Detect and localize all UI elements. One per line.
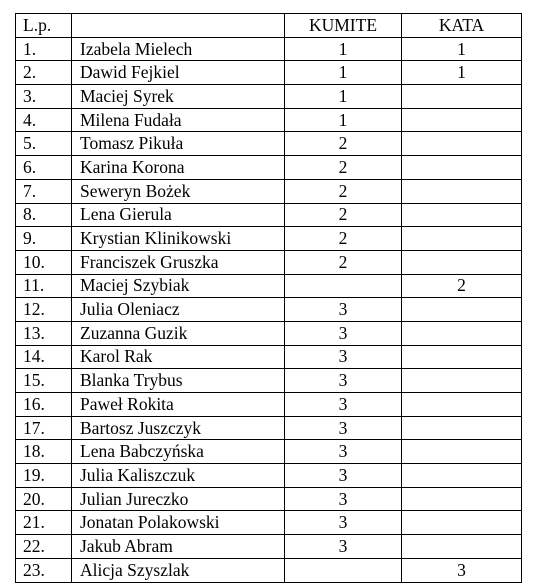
table-row xyxy=(16,440,522,464)
table-row xyxy=(16,132,522,156)
cell-kumite xyxy=(285,274,402,298)
cell-name: Jonatan Polakowski xyxy=(72,511,285,535)
cell-lp: 17. xyxy=(16,416,72,440)
table-row xyxy=(16,511,522,535)
cell-kumite: 3 xyxy=(285,464,402,488)
table-row xyxy=(16,535,522,559)
cell-kata xyxy=(402,321,522,345)
cell-name: Karina Korona xyxy=(72,156,285,180)
table-row xyxy=(16,298,522,322)
cell-name: Izabela Mielech xyxy=(72,37,285,61)
cell-name: Alicja Szyszlak xyxy=(72,558,285,582)
cell-lp: 20. xyxy=(16,487,72,511)
table-row xyxy=(16,274,522,298)
cell-name: Jakub Abram xyxy=(72,535,285,559)
cell-kata: 3 xyxy=(402,558,522,582)
header-row xyxy=(16,14,522,38)
table-row xyxy=(16,227,522,251)
cell-kumite: 2 xyxy=(285,250,402,274)
header-kumite: KUMITE xyxy=(285,14,402,38)
cell-kata: 1 xyxy=(402,37,522,61)
cell-lp: 10. xyxy=(16,250,72,274)
table-row xyxy=(16,393,522,417)
cell-kumite: 2 xyxy=(285,156,402,180)
cell-kata xyxy=(402,250,522,274)
cell-kata xyxy=(402,156,522,180)
cell-name: Maciej Szybiak xyxy=(72,274,285,298)
cell-kata xyxy=(402,535,522,559)
cell-kata xyxy=(402,298,522,322)
cell-name: Lena Gierula xyxy=(72,203,285,227)
table-row xyxy=(16,108,522,132)
cell-lp: 5. xyxy=(16,132,72,156)
cell-name: Blanka Trybus xyxy=(72,369,285,393)
cell-kumite: 2 xyxy=(285,227,402,251)
cell-kumite: 2 xyxy=(285,132,402,156)
cell-kumite: 3 xyxy=(285,416,402,440)
cell-lp: 8. xyxy=(16,203,72,227)
cell-kumite: 3 xyxy=(285,535,402,559)
cell-kata xyxy=(402,132,522,156)
cell-kumite: 3 xyxy=(285,511,402,535)
cell-kata xyxy=(402,85,522,109)
header-kata: KATA xyxy=(402,14,522,38)
table-row xyxy=(16,156,522,180)
cell-kumite: 2 xyxy=(285,179,402,203)
cell-lp: 23. xyxy=(16,558,72,582)
cell-lp: 6. xyxy=(16,156,72,180)
table-row xyxy=(16,203,522,227)
table-row xyxy=(16,487,522,511)
table-row xyxy=(16,61,522,85)
cell-kumite: 3 xyxy=(285,487,402,511)
cell-name: Seweryn Bożek xyxy=(72,179,285,203)
cell-kata xyxy=(402,440,522,464)
cell-name: Zuzanna Guzik xyxy=(72,321,285,345)
table-row xyxy=(16,345,522,369)
cell-kumite: 3 xyxy=(285,345,402,369)
cell-name: Milena Fudała xyxy=(72,108,285,132)
cell-name: Julia Kaliszczuk xyxy=(72,464,285,488)
cell-kata xyxy=(402,464,522,488)
cell-lp: 1. xyxy=(16,37,72,61)
table-row xyxy=(16,321,522,345)
cell-kumite: 3 xyxy=(285,440,402,464)
cell-name: Bartosz Juszczyk xyxy=(72,416,285,440)
cell-name: Karol Rak xyxy=(72,345,285,369)
header-lp: L.p. xyxy=(16,14,72,38)
cell-kumite: 3 xyxy=(285,321,402,345)
cell-kata xyxy=(402,345,522,369)
header-name xyxy=(72,14,285,38)
table-row xyxy=(16,37,522,61)
cell-lp: 14. xyxy=(16,345,72,369)
cell-kata xyxy=(402,416,522,440)
cell-lp: 13. xyxy=(16,321,72,345)
cell-kata xyxy=(402,108,522,132)
results-table xyxy=(15,13,522,583)
cell-kata xyxy=(402,369,522,393)
table-row xyxy=(16,558,522,582)
cell-kumite: 3 xyxy=(285,298,402,322)
cell-kumite: 1 xyxy=(285,85,402,109)
cell-lp: 7. xyxy=(16,179,72,203)
cell-kata: 2 xyxy=(402,274,522,298)
table-row xyxy=(16,369,522,393)
cell-name: Franciszek Gruszka xyxy=(72,250,285,274)
cell-kata xyxy=(402,393,522,417)
table-row xyxy=(16,416,522,440)
cell-kata xyxy=(402,227,522,251)
cell-lp: 9. xyxy=(16,227,72,251)
cell-kata xyxy=(402,203,522,227)
cell-name: Tomasz Pikuła xyxy=(72,132,285,156)
cell-kumite: 1 xyxy=(285,108,402,132)
cell-lp: 15. xyxy=(16,369,72,393)
cell-kata xyxy=(402,511,522,535)
cell-kumite: 1 xyxy=(285,37,402,61)
cell-lp: 4. xyxy=(16,108,72,132)
table-row xyxy=(16,250,522,274)
table-body xyxy=(16,37,522,582)
table-row xyxy=(16,85,522,109)
cell-name: Lena Babczyńska xyxy=(72,440,285,464)
cell-lp: 21. xyxy=(16,511,72,535)
cell-name: Julia Oleniacz xyxy=(72,298,285,322)
cell-lp: 19. xyxy=(16,464,72,488)
cell-lp: 11. xyxy=(16,274,72,298)
cell-kata: 1 xyxy=(402,61,522,85)
cell-kata xyxy=(402,487,522,511)
cell-lp: 2. xyxy=(16,61,72,85)
cell-kumite xyxy=(285,558,402,582)
table-row xyxy=(16,179,522,203)
cell-name: Krystian Klinikowski xyxy=(72,227,285,251)
cell-lp: 22. xyxy=(16,535,72,559)
cell-kumite: 3 xyxy=(285,393,402,417)
cell-name: Paweł Rokita xyxy=(72,393,285,417)
cell-kumite: 1 xyxy=(285,61,402,85)
cell-lp: 18. xyxy=(16,440,72,464)
cell-lp: 16. xyxy=(16,393,72,417)
table-row xyxy=(16,464,522,488)
cell-name: Julian Jureczko xyxy=(72,487,285,511)
cell-name: Maciej Syrek xyxy=(72,85,285,109)
cell-kumite: 2 xyxy=(285,203,402,227)
cell-name: Dawid Fejkiel xyxy=(72,61,285,85)
cell-lp: 3. xyxy=(16,85,72,109)
cell-kumite: 3 xyxy=(285,369,402,393)
cell-lp: 12. xyxy=(16,298,72,322)
cell-kata xyxy=(402,179,522,203)
